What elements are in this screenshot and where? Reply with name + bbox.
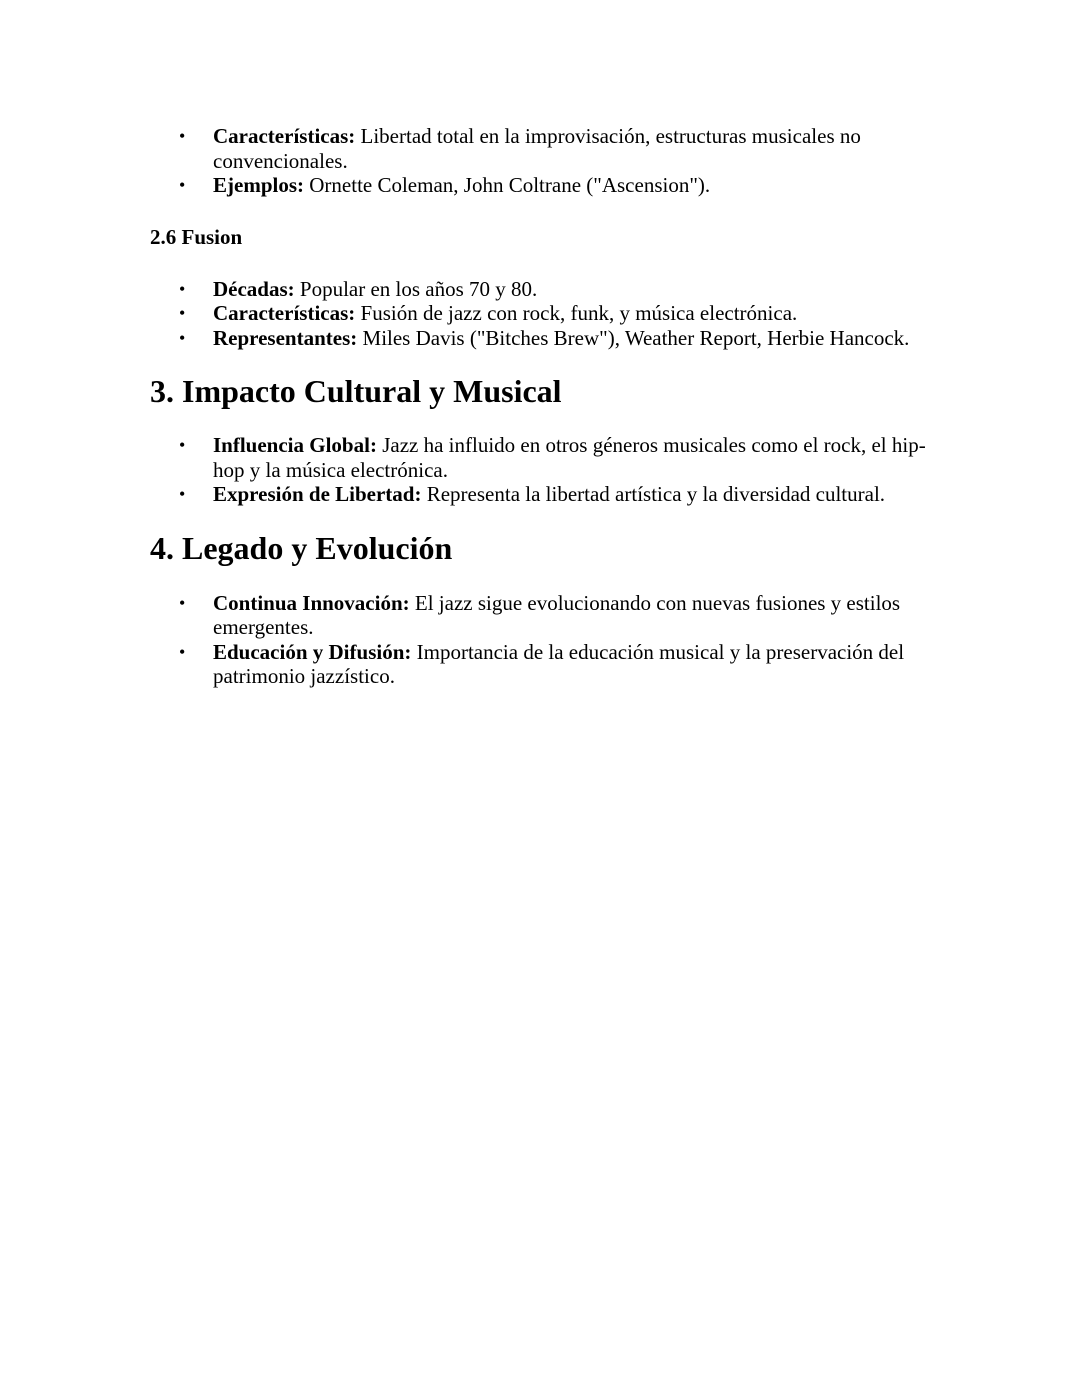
item-term: Décadas: (213, 276, 295, 301)
bullet-icon: • (179, 175, 186, 195)
list-item (150, 640, 940, 689)
item-text: Representa la libertad artística y la diversidad cultural. (421, 482, 886, 506)
item-text: Popular en los años 70 y 80. (294, 276, 538, 301)
bullet-icon: • (179, 484, 186, 504)
item-text: Libertad total en la improvisación, estructuras musicales no convencionales. (213, 124, 861, 173)
bullet-icon: • (179, 592, 186, 613)
list-item (150, 326, 940, 351)
bullet-icon: • (179, 278, 186, 299)
document-page (150, 124, 940, 689)
item-term: Representantes: (213, 325, 358, 350)
bullet-icon: • (179, 641, 186, 662)
item-text: Ornette Coleman, John Coltrane ("Ascension"). (304, 173, 711, 197)
list-item (150, 433, 940, 482)
item-term: Ejemplos: (213, 173, 304, 197)
fusion-list (150, 277, 940, 351)
item-text: Fusión de jazz con rock, funk, y música electrónica. (355, 301, 798, 325)
item-term: Educación y Difusión: (213, 639, 412, 664)
impacto-list (150, 433, 940, 507)
item-text: Importancia de la educación musical y la preservación del patrimonio jazzístico. (213, 639, 905, 688)
bullet-icon: • (179, 327, 186, 348)
item-text: Jazz ha influido en otros géneros musicales como el rock, el hip-hop y la música electrónica. (213, 433, 926, 482)
list-item (150, 173, 940, 198)
item-term: Características: (213, 124, 356, 148)
item-term: Expresión de Libertad: (213, 482, 422, 506)
list-item (150, 482, 940, 507)
bullet-icon: • (179, 435, 186, 455)
free-jazz-list (150, 124, 940, 198)
list-item (150, 124, 940, 173)
item-term: Características: (213, 301, 356, 325)
item-text: Miles Davis ("Bitches Brew"), Weather Report, Herbie Hancock. (357, 325, 910, 350)
legado-heading: 4. Legado y Evolución (150, 529, 453, 566)
impacto-heading: 3. Impacto Cultural y Musical (150, 373, 562, 409)
bullet-icon: • (179, 303, 186, 323)
list-item (150, 277, 940, 302)
item-term: Continua Innovación: (213, 590, 410, 615)
list-item (150, 301, 940, 326)
fusion-heading: 2.6 Fusion (150, 224, 243, 249)
legado-list (150, 591, 940, 689)
list-item (150, 591, 940, 640)
item-text: El jazz sigue evolucionando con nuevas fusiones y estilos emergentes. (213, 590, 901, 639)
bullet-icon: • (179, 126, 186, 146)
item-term: Influencia Global: (213, 433, 377, 457)
